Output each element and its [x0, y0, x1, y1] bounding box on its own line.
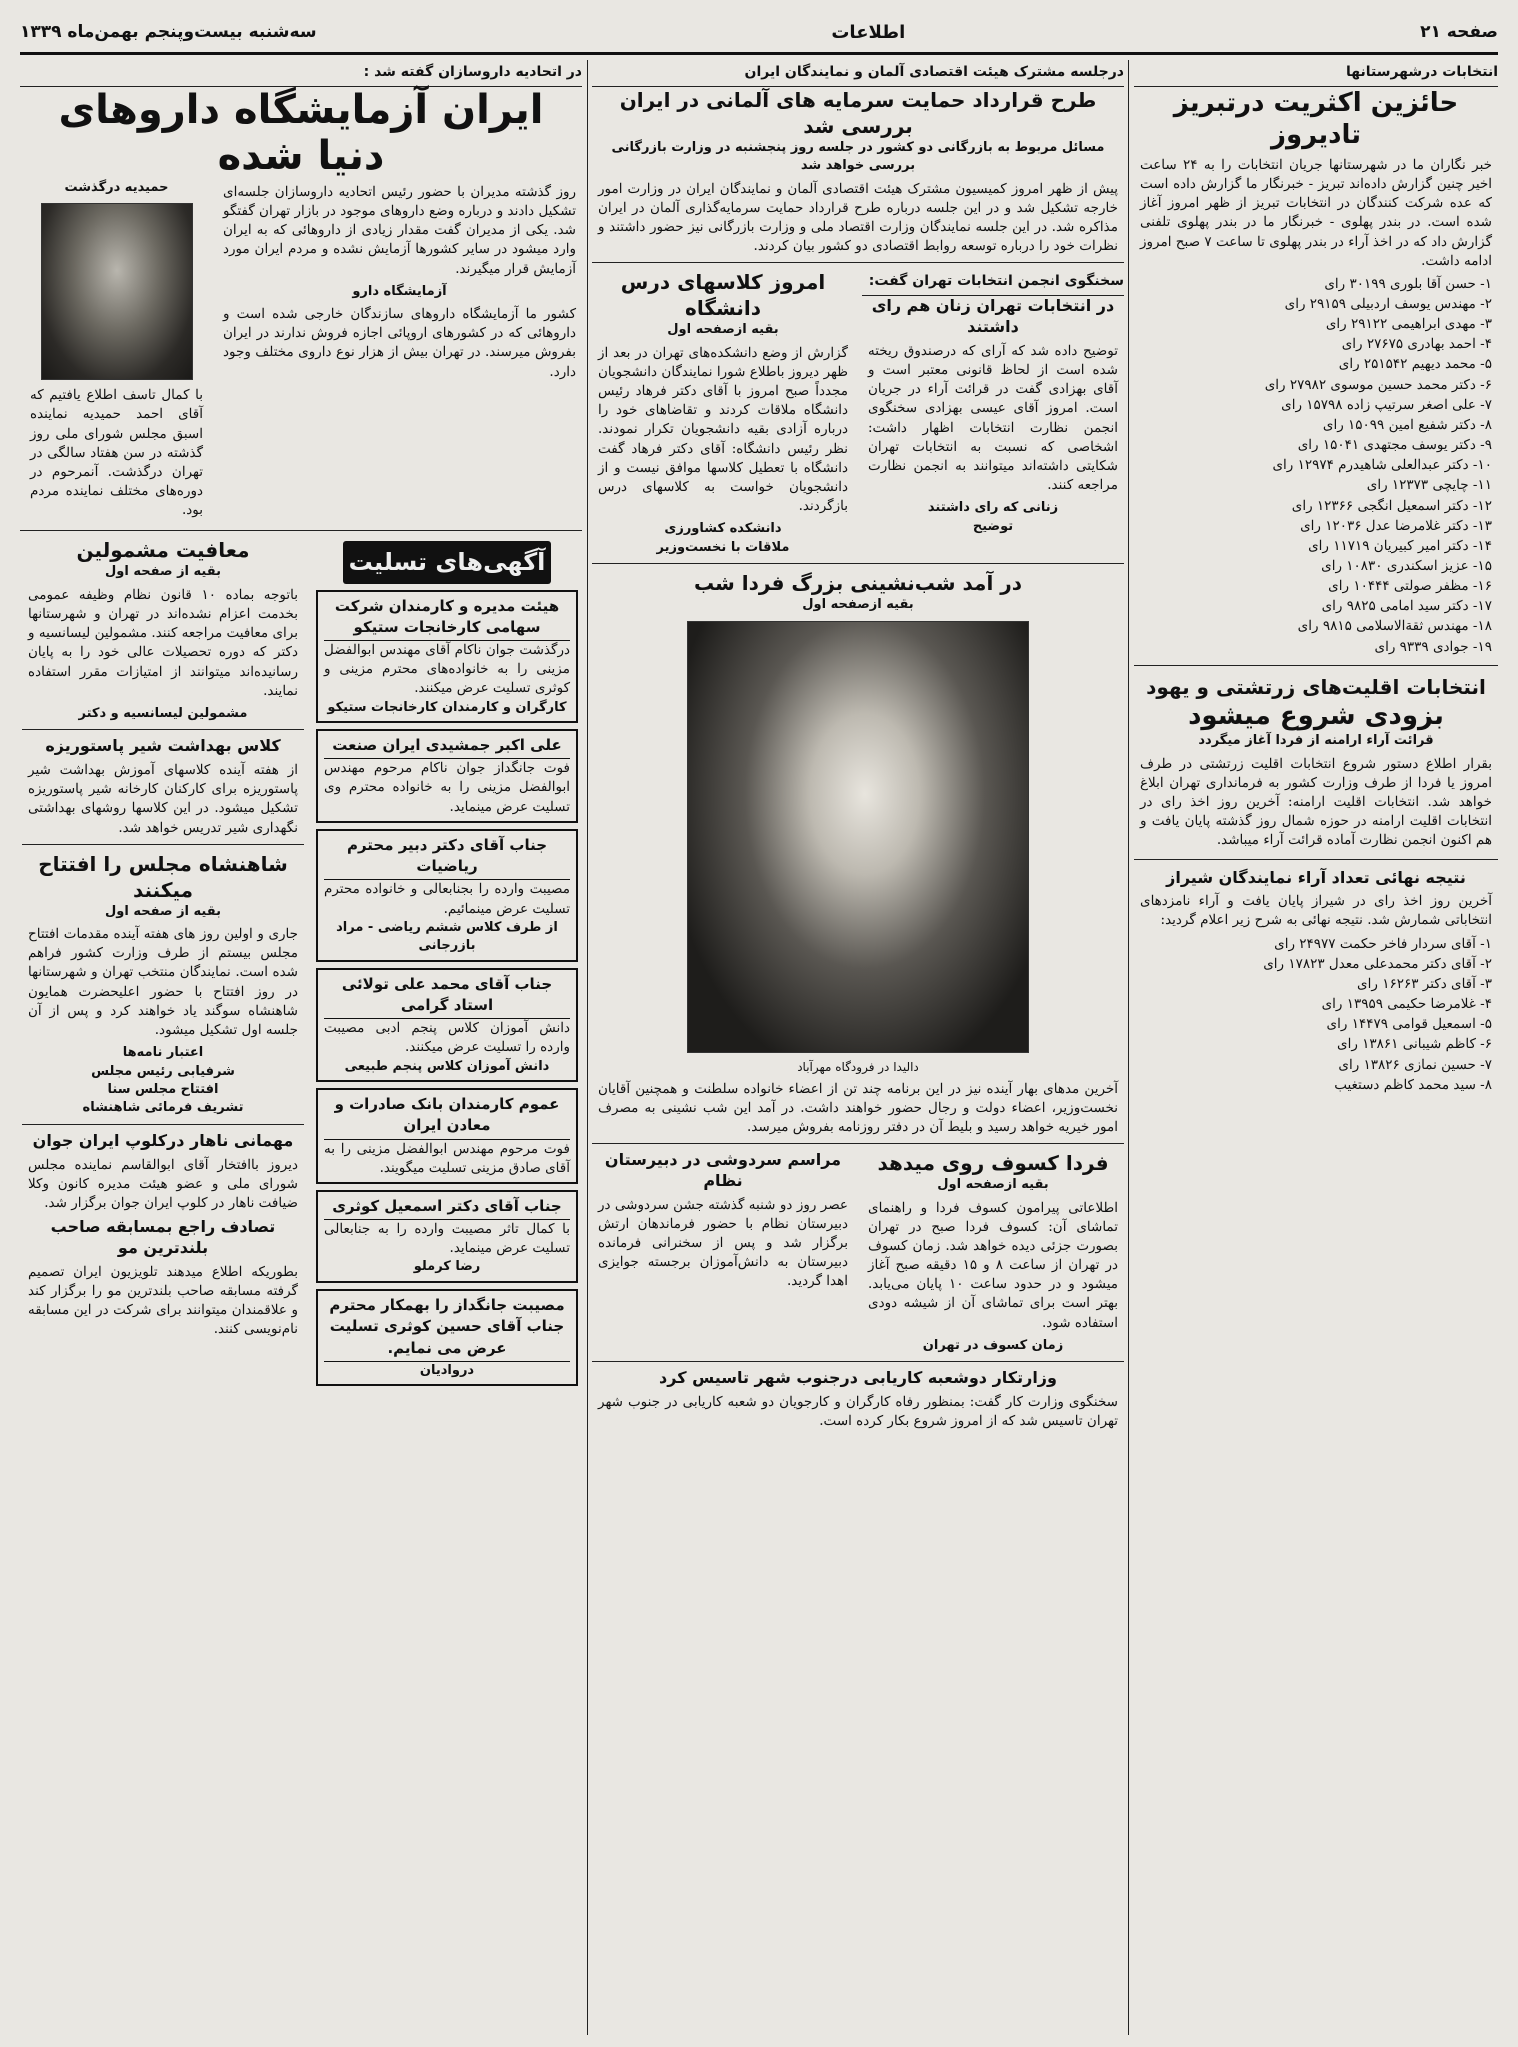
condolence-ads	[312, 537, 582, 1392]
candidate-row: ۸- دکتر شفیع امین ۱۵۰۹۹ رای	[1322, 416, 1492, 433]
center-bottom-split	[592, 1150, 1124, 1355]
ad-body: فوت مرحوم مهندس ابوالفضل مزینی را به آقای صادق مزینی تسلیت میگویند.	[324, 1140, 570, 1176]
classes-headline: امروز کلاسهای درس دانشگاه	[620, 270, 826, 321]
pasteur-headline: کلاس بهداشت شیر پاستوریزه	[45, 736, 281, 756]
ad-title: جناب آقای دکتر دبیر محترم ریاضیات	[324, 835, 570, 881]
school-body: عصر روز دو شنبه گذشته جشن سردوشی در دبیرستان نظام با حضور فرماندهان ارتش برگزار شد و پس از سخنرانی فرمانده دبیرستان به دانش‌آموزان برجسته جوایزی اهدا گردید.	[598, 1196, 848, 1290]
party-headline: در آمد شب‌نشینی بزرگ فردا شب	[693, 571, 1023, 596]
minorities-subheadline: بزودی شروع میشود	[1188, 700, 1444, 731]
section-divider	[592, 262, 1124, 263]
exemption-kicker: بقیه از صفحه اول	[105, 564, 221, 580]
section-divider	[1134, 665, 1498, 666]
eclipse-headline: فردا کسوف روی میدهد	[877, 1151, 1109, 1176]
majlis-subhead: افتتاح مجلس سنا	[107, 1081, 219, 1097]
election-subhead: توضیح	[972, 518, 1014, 534]
left-column	[20, 60, 582, 2035]
masthead	[20, 12, 1498, 55]
ad-signature: رضا کرملو	[413, 1259, 481, 1275]
election-subhead: زنانی که رای داشتند	[927, 500, 1059, 516]
left-stories	[22, 537, 304, 1392]
condolence-ad	[316, 968, 578, 1082]
classes-kicker: بقیه ازصفحه اول	[667, 322, 779, 338]
page-number: صفحه ۲۱	[1420, 22, 1498, 42]
ad-signature: دروادیان	[419, 1362, 475, 1378]
candidate-row: ۱- حسن آقا بلوری ۳۰۱۹۹ رای	[1324, 275, 1492, 292]
pharma-body-2: کشور ما آزمایشگاه داروهای سازندگان خارجی شده است و داروهائی که در کشورهای اروپائی اجازه فروش ندارند در ایران بفروش میرسند. در تهران بیش از هزار نوع داروی مختلف وجود دارد.	[223, 306, 576, 380]
exemption-body: باتوجه بماده ۱۰ قانون نظام وظیفه عمومی بخدمت اعزام نشده‌اند در تهران و شهرستانها برای معافیت مراجعه کنند. مشمولین لیسانسیه و دکتر که دوره تحصیلات عالی خود را به پایان رسانیده‌اند میتوانند از امتیازات مقرر استفاده نمایند.	[28, 586, 298, 699]
obituary	[24, 179, 209, 525]
ad-title: جناب آقای دکتر اسمعیل کوثری	[324, 1196, 570, 1220]
candidate-row: ۱۰- دکتر عبدالعلی شاهیدرم ۱۲۹۷۴ رای	[1272, 457, 1492, 474]
talks-subheadline: مسائل مربوط به بازرگانی دو کشور در جلسه روز پنجشنبه در وزارت بازرگانی بررسی خواهد شد	[611, 139, 1105, 174]
labor-headline: وزارتکار دوشعبه کاریابی درجنوب شهر تاسیس کرد	[659, 1368, 1057, 1388]
column-rule	[1128, 60, 1129, 2035]
classes-subhead: دانشکده کشاورزی	[664, 521, 782, 537]
talks-body: پیش از ظهر امروز کمیسیون مشترک هیئت اقتصادی آلمان و نمایندگان ایران در وزارت امور خارجه تشکیل شد و در این جلسه درباره طرح قرارداد حمایت سرمایه‌گذاری آلمان در ایران مذاکره شد. در این جلسه نمایندگان وزارت اقتصاد ملی و وزارت بازرگانی نیز حضور داشتند و نظرات خود را درباره توسعه روابط اقتصادی دو کشور بیان کردند.	[598, 180, 1118, 255]
majlis-subhead: شرفیابی رئیس مجلس	[91, 1063, 235, 1079]
candidate-row: ۹- دکتر یوسف مجتهدی ۱۵۰۴۱ رای	[1297, 437, 1492, 454]
candidate-row: ۴- احمد بهادری ۲۷۶۷۵ رای	[1341, 336, 1492, 353]
left-mid-split	[20, 537, 582, 1392]
classes-subhead: ملاقات با نخست‌وزیر	[656, 539, 790, 555]
majlis-subhead: تشریف فرمائی شاهنشاه	[82, 1100, 244, 1116]
section-divider	[22, 1124, 304, 1125]
condolence-ad	[316, 1088, 578, 1184]
minorities-kicker: قرائت آراء ارامنه از فردا آغاز میگردد	[1198, 733, 1434, 749]
ad-title: مصیبت جانگداز را بهمکار محترم جناب آقای حسین کوثری تسلیت عرض می نمایم.	[324, 1295, 570, 1362]
photo-caption: دالیدا در فرودگاه مهرآباد	[797, 1059, 919, 1074]
condolence-ad	[316, 590, 578, 724]
condolence-ad	[316, 1289, 578, 1386]
candidate-row: ۴- غلامرضا حکیمی ۱۳۹۵۹ رای	[1321, 996, 1492, 1013]
section-divider	[592, 563, 1124, 564]
majlis-subhead: اعتبار نامه‌ها	[122, 1045, 204, 1061]
candidate-row: ۱۷- دکتر سید امامی ۹۸۲۵ رای	[1321, 598, 1492, 615]
condolence-ad	[316, 1190, 578, 1283]
minorities-headline: انتخابات اقلیت‌های زرتشتی و یهود	[1146, 674, 1486, 699]
section-divider	[20, 530, 582, 531]
candidate-row: ۱- آقای سردار فاخر حکمت ۲۴۹۷۷ رای	[1274, 935, 1492, 952]
obituary-heading: حمیدیه درگذشت	[64, 179, 169, 195]
condolence-banner: آگهی‌های تسلیت	[343, 541, 551, 583]
tv-body: بطوریکه اطلاع میدهند تلویزیون ایران تصمیم گرفته مسابقه صاحب بلندترین مو را برگزار کند و علاقمندان میتوانند برای شرکت در این مسابقه نام‌نویسی کنند.	[28, 1263, 298, 1338]
tabriz-intro: خبر نگاران ما در شهرستانها جریان انتخابات را به ۲۴ ساعت اخیر چنین گزارش داده‌اند تبریز - خبرنگار ما گزارش داده است که عده شرکت کنندگان در انتخابات تبریز از ظهر امروز آغاز شده است. در بندر پهلوی - خبرنگار ما در بندر پهلوی تلفنی گزارش داد که در اخذ آراء در بندر پهلوی تا ساعت ۷ صبح امروز ادامه داشت.	[1140, 156, 1492, 269]
section-divider	[1134, 859, 1498, 860]
tv-headline: تصادف راجع بمسابقه صاحب بلندترین مو	[50, 1217, 276, 1257]
candidate-row: ۷- علی اصغر سرتیپ زاده ۱۵۷۹۸ رای	[1281, 396, 1492, 413]
obituary-body: با کمال تاسف اطلاع یافتیم که آقای احمد حمیدیه نماینده اسبق مجلس شورای ملی روز گذشته در سن هفتاد سالگی در تهران درگذشت. آنمرحوم در دوره‌های مختلف نماینده مردم بود.	[30, 387, 203, 519]
ad-signature: کارگران و کارمندان کارخانجات ستیکو	[327, 699, 567, 715]
ad-title: علی اکبر جمشیدی ایران صنعت	[324, 735, 570, 759]
shiraz-body: آخرین روز اخذ رای در شیراز پایان یافت و آراء نامزدهای انتخاباتی شمارش شد. نتیجه نهائی به شرح زیر اعلام گردید:	[1140, 893, 1492, 929]
exemption-subhead: مشمولین لیسانسیه و دکتر	[78, 705, 248, 721]
condolence-ad	[316, 829, 578, 962]
election-headline: در انتخابات تهران زنان هم رای داشتند	[871, 296, 1115, 337]
candidate-row: ۶- دکتر محمد حسین موسوی ۲۷۹۸۲ رای	[1264, 376, 1492, 393]
candidate-row: ۱۹- جوادی ۹۳۳۹ رای	[1374, 638, 1492, 655]
candidate-row: ۲- آقای دکتر محمدعلی معدل ۱۷۸۲۳ رای	[1263, 955, 1492, 972]
dalida-photo	[687, 621, 1029, 1053]
provinces-kicker: انتخابات درشهرستانها	[1134, 60, 1498, 87]
pharma-kicker: در اتحادیه داروسازان گفته شد :	[20, 60, 582, 87]
pharma-headline: ایران آزمایشگاه داروهای دنیا شده	[58, 86, 544, 179]
candidate-row: ۱۸- مهندس ثقة‌الاسلامی ۹۸۱۵ رای	[1297, 618, 1492, 635]
candidate-row: ۱۲- دکتر اسمعیل انگجی ۱۲۳۶۶ رای	[1291, 497, 1492, 514]
pasteur-body: از هفته آینده کلاسهای آموزش بهداشت شیر پاستوریزه برای کارکنان کارخانه شیر پاستوریزه تشکیل میشود. در این کلاسها روشهای بهداشتی نگهداری شیر تدریس خواهد شد.	[28, 762, 298, 836]
candidate-row: ۱۵- عزیز اسکندری ۱۰۸۳۰ رای	[1321, 558, 1492, 574]
candidate-row: ۶- کاظم شیبانی ۱۳۸۶۱ رای	[1337, 1036, 1492, 1053]
column-rule	[587, 60, 588, 2035]
section-divider	[592, 1143, 1124, 1144]
candidate-row: ۳- مهدی ابراهیمی ۲۹۱۲۲ رای	[1325, 316, 1492, 333]
ad-title: عموم کارمندان بانک صادرات و معادن ایران	[324, 1094, 570, 1140]
candidate-row: ۵- محمد دیهیم ۲۵۱۵۴۲ رای	[1338, 356, 1492, 373]
center-split	[592, 269, 1124, 557]
shiraz-headline: نتیجه نهائی تعداد آراء نمایندگان شیراز	[1166, 867, 1466, 887]
eclipse-body: اطلاعاتی پیرامون کسوف فردا و راهنمای تماشای آن: کسوف فردا صبح در تهران بصورت جزئی دیده خواهد شد. زمان کسوف در تهران از ساعت ۸ و ۱۵ دقیقه صبح آغاز میشود و در حدود ساعت ۱۰ پایان می‌یابد. بهتر است برای تماشای آن از شیشه دودی استفاده شود.	[868, 1199, 1118, 1331]
pharma-subhead: آزمایشگاه دارو	[352, 283, 447, 299]
election-body: توضیح داده شد که آرای که درصندوق ریخته شده است از لحاظ قانونی معتبر است و آقای بهزادی گفت در قرائت آراء در جریان است. امروز آقای عیسی بهزادی سخنگوی انجمن نظارت انتخابات اظهار داشت: اشخاصی که نسبت به انتخابات تهران شکایتی داشته‌اند میتوانند به انجمن نظارت مراجعه کنند.	[868, 342, 1118, 493]
party-body: آخرین مدهای بهار آینده نیز در این برنامه چند تن از اعضاء خانواده سلطنت و همچنین آقایان نخست‌وزیر، اعضاء دولت و رجال حضور خواهند داشت. در آمد این شب نشینی به مصرف امور خیریه خواهد رسید و بلیط آن در دفتر روزنامه بفروش میرسد.	[598, 1080, 1118, 1135]
ad-signature: دانش آموزان کلاس پنجم طبیعی	[344, 1058, 550, 1074]
classes-body: گزارش از وضع دانشکده‌های تهران در بعد از ظهر دیروز باطلاع شورا نمایندگان دانشجویان مجدداً صبح امروز با آقای دکتر فرهاد رئیس دانشگاه ملاقات کردند و تقاضاهای خود را درباره آزادی بقیه دانشجویان تکرار نمودند. نظر رئیس دانشگاه: آقای دکتر فرهاد گفت دانشگاه با تعطیل کلاسها موافق نیست و از دانشجویان خواست به کلاسهای درس بازگردند.	[598, 344, 848, 515]
ad-body: مصیبت وارده را بجنابعالی و خانواده محترم تسلیت عرض مینمائیم.	[324, 881, 570, 917]
school-headline: مراسم سردوشی در دبیرستان نظام	[604, 1150, 842, 1190]
club-headline: مهمانی ناهار درکلوپ ایران جوان	[32, 1130, 294, 1150]
section-divider	[22, 844, 304, 845]
section-divider	[592, 1361, 1124, 1362]
minorities-body: بقرار اطلاع دستور شروع انتخابات اقلیت زرتشتی در طرف امروز یا فردا از طرف وزارت کشور به فرمانداری تهران ابلاغ خواهد شد. انتخابات اقلیت ارامنه: آخرین روز اخذ رای در انتخابات اقلیت ارامنه در حوزه شمال روز گذشته پایان یافت و هم اکنون انجمن نظارت آماده قرائت آراء میباشد.	[1140, 755, 1492, 849]
talks-headline: طرح قرارداد حمایت سرمایه های آلمانی در ایران بررسی شد	[619, 87, 1097, 138]
classes-story	[592, 269, 854, 557]
majlis-headline: شاهنشاه مجلس را افتتاح میکنند	[38, 851, 288, 902]
candidate-row: ۳- آقای دکتر ۱۶۲۶۳ رای	[1357, 975, 1492, 992]
pharma-body: روز گذشته مدیران با حضور رئیس اتحادیه داروسازان جلسه‌ای تشکیل دادند و درباره وضع داروهای موجود در بازار تهران گفتگو شد. یکی از مدیران گفت مقدار زیادی از داروهائی که به ایران وارد میشود در سایر کشورها آزمایش نشده و مردم ایران مورد آزمایش قرار میگیرند.	[223, 183, 576, 277]
portrait-photo	[41, 203, 193, 380]
club-body: دیروز باافتخار آقای ابوالقاسم نماینده مجلس شورای ملی و عضو هیئت مدیره کانون وکلا ضیافت ناهار در کلوپ ایران جوان برگزار شد.	[28, 1156, 298, 1211]
pharma-split	[20, 179, 582, 525]
election-story	[862, 269, 1124, 557]
candidate-row: ۸- سید محمد کاظم دستغیب	[1334, 1076, 1492, 1093]
tabriz-headline: حائزین اکثریت درتبریز تادیروز	[1173, 87, 1459, 151]
talks-kicker: درجلسه مشترک هیئت اقتصادی آلمان و نمایندگان ایران	[592, 60, 1124, 87]
labor-body: سخنگوی وزارت کار گفت: بمنظور رفاه کارگران و کارجویان دو شعبه کاریابی در جنوب شهر تهران تاسیس شد که از امروز شروع بکار کرده است.	[598, 1393, 1118, 1430]
pharma-story	[217, 179, 582, 525]
ad-signature: از طرف کلاس ششم ریاضی - مراد بازرجانی	[336, 919, 558, 954]
eclipse-subhead: زمان کسوف در تهران	[922, 1337, 1064, 1353]
candidate-row: ۲- مهندس یوسف اردبیلی ۲۹۱۵۹ رای	[1284, 295, 1492, 312]
majlis-kicker: بقیه از صفحه اول	[105, 903, 221, 919]
tabriz-candidate-list	[1134, 275, 1498, 657]
school-story	[592, 1150, 854, 1355]
exemption-headline: معافیت مشمولین	[76, 538, 250, 563]
candidate-row: ۱۴- دکتر امیر کبیریان ۱۱۷۱۹ رای	[1308, 537, 1492, 554]
ad-title: جناب آقای محمد علی تولائی استاد گرامی	[324, 974, 570, 1020]
election-kicker: سخنگوی انجمن انتخابات تهران گفت:	[862, 269, 1124, 296]
candidate-row: ۱۱- چایچی ۱۲۳۷۳ رای	[1366, 477, 1492, 494]
candidate-row: ۱۳- دکتر غلامرضا عدل ۱۲۰۳۶ رای	[1300, 517, 1492, 534]
ad-body: دانش آموزان کلاس پنجم ادبی مصیبت وارده را تسلیت عرض میکنند.	[324, 1020, 570, 1056]
shiraz-candidate-list	[1134, 935, 1498, 1095]
issue-date: سه‌شنبه بیست‌وپنجم بهمن‌ماه ۱۳۳۹	[20, 22, 317, 42]
ad-body: درگذشت جوان ناکام آقای مهندس ابوالفضل مزینی را به خانواده‌های محترم مزینی و کوثری تسلیت عرض میکنند.	[324, 642, 570, 697]
eclipse-story	[862, 1150, 1124, 1355]
majlis-body: جاری و اولین روز های هفته آینده مقدمات افتتاح مجلس بیستم از طرف وزارت کشور فراهم شده است. نمایندگان منتخب تهران و شهرستانها در روز افتتاح با حضور اعلیحضرت همایون شاهنشاه سوگند یاد خواهند کرد و پس از آن جلسه اول تشکیل میشود.	[28, 926, 298, 1038]
provinces-column	[1134, 60, 1498, 2035]
ad-body: با کمال تاثر مصیبت وارده را به جنابعالی تسلیت عرض مینماید.	[324, 1221, 570, 1257]
eclipse-kicker: بقیه ازصفحه اول	[937, 1177, 1049, 1193]
candidate-row: ۵- اسمعیل قوامی ۱۴۴۷۹ رای	[1326, 1016, 1492, 1033]
center-column	[592, 60, 1124, 2035]
ad-body: فوت جانگداز جوان ناکام مرحوم مهندس ابوالفضل مزینی را به خانواده محترم وی تسلیت عرض مینماید.	[324, 760, 570, 815]
candidate-row: ۷- حسین نمازی ۱۳۸۲۶ رای	[1338, 1056, 1492, 1073]
condolence-ad	[316, 729, 578, 823]
section-divider	[22, 729, 304, 730]
ad-title: هیئت مدیره و کارمندان شرکت سهامی کارخانجات ستیکو	[324, 596, 570, 642]
candidate-row: ۱۶- مظفر صولتی ۱۰۴۴۴ رای	[1328, 578, 1492, 595]
party-kicker: بقیه ازصفحه اول	[802, 597, 914, 613]
paper-name: اطلاعات	[831, 21, 906, 43]
